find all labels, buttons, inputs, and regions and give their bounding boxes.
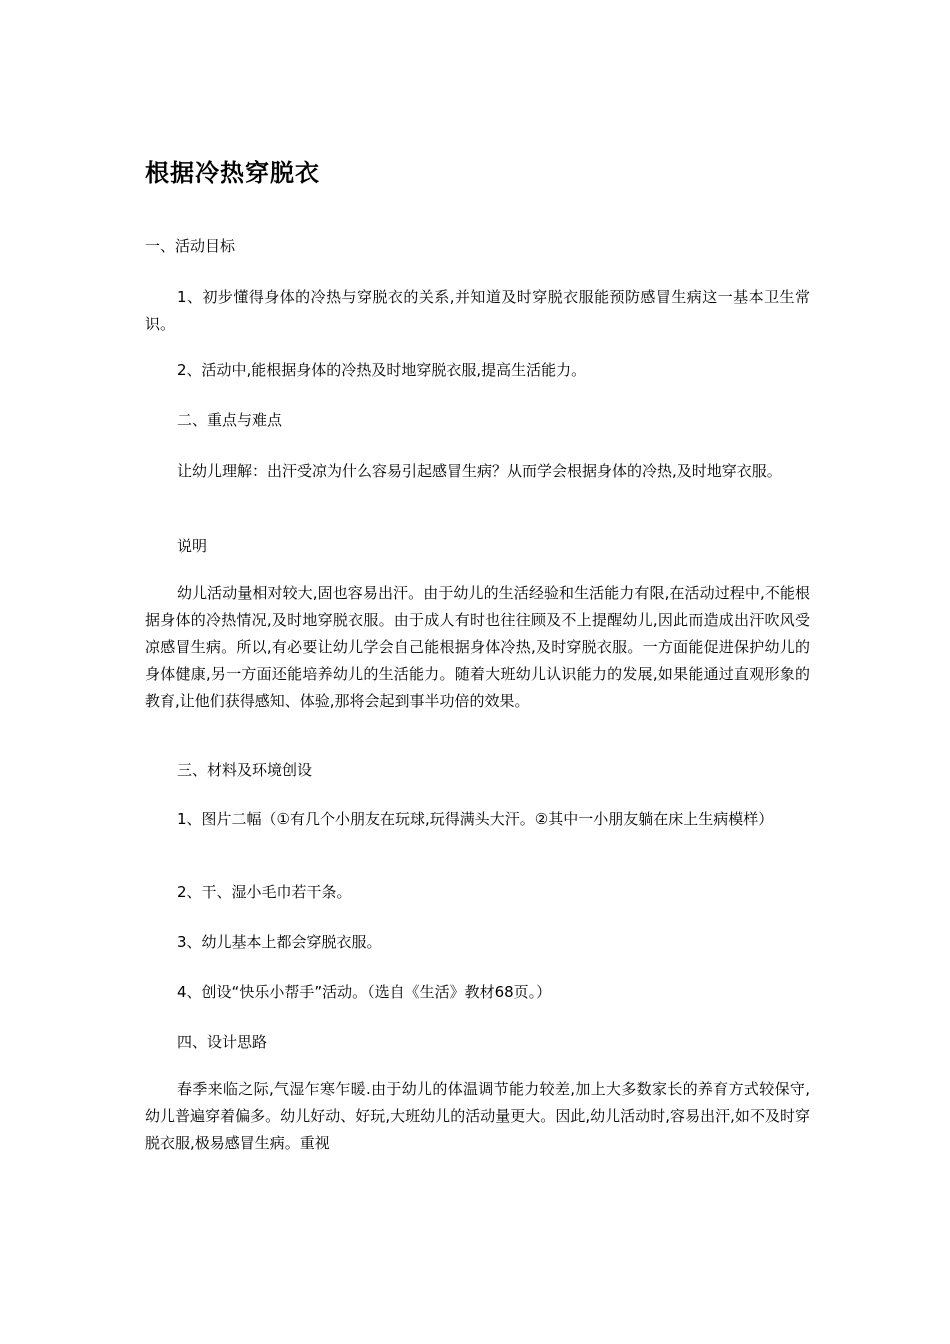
- heading-explanation: 说明: [177, 537, 208, 555]
- heading-key-points: 二、重点与难点: [177, 411, 283, 429]
- explanation-text: 幼儿活动量相对较大,固也容易出汗。由于幼儿的生活经验和生活能力有限,在活动过程中,不能根据身体的冷热情况,及时地穿脱衣服。由于成人有时也往往顾及不上提醒幼儿,因此而造成出汗吹风受凉感冒生病。所以,有必要让幼儿学会自己能根据身体冷热,及时穿脱衣服。一方面能促进保护幼儿的身体健康,另一方面还能培养幼儿的生活能力。随着大班幼儿认识能力的发展,如果能通过直观形象的教育,让他们获得感知、体验,那将会起到事半功倍的效果。: [145, 584, 810, 710]
- material-item-4: 4、创设“快乐小帮手”活动。（选自《生活》教材68页。）: [177, 983, 552, 1001]
- heading-materials: 三、材料及环境创设: [177, 761, 313, 779]
- key-points-text: 让幼儿理解：出汗受凉为什么容易引起感冒生病？从而学会根据身体的冷热,及时地穿衣服。: [177, 462, 782, 480]
- goal-item-1: 1、初步懂得身体的冷热与穿脱衣的关系,并知道及时穿脱衣服能预防感冒生病这一基本卫生常识。: [145, 288, 810, 333]
- material-item-3: 3、幼儿基本上都会穿脱衣服。: [177, 933, 382, 951]
- heading-design-ideas: 四、设计思路: [177, 1033, 268, 1051]
- material-item-1: 1、图片二幅（①有几个小朋友在玩球,玩得满头大汗。②其中一小朋友躺在床上生病模样）: [177, 810, 774, 828]
- document-title: 根据冷热穿脱衣: [145, 159, 320, 187]
- material-item-2: 2、干、湿小毛巾若干条。: [177, 883, 352, 901]
- heading-activity-goals: 一、活动目标: [145, 237, 236, 255]
- goal-item-2: 2、活动中,能根据身体的冷热及时地穿脱衣服,提高生活能力。: [177, 361, 587, 379]
- design-ideas-text: 春季来临之际,气湿乍寒乍暖.由于幼儿的体温调节能力较差,加上大多数家长的养育方式较保守,幼儿普遍穿着偏多。幼儿好动、好玩,大班幼儿的活动量更大。因此,幼儿活动时,容易出汗,如不及时穿脱衣服,极易感冒生病。重视: [145, 1080, 810, 1152]
